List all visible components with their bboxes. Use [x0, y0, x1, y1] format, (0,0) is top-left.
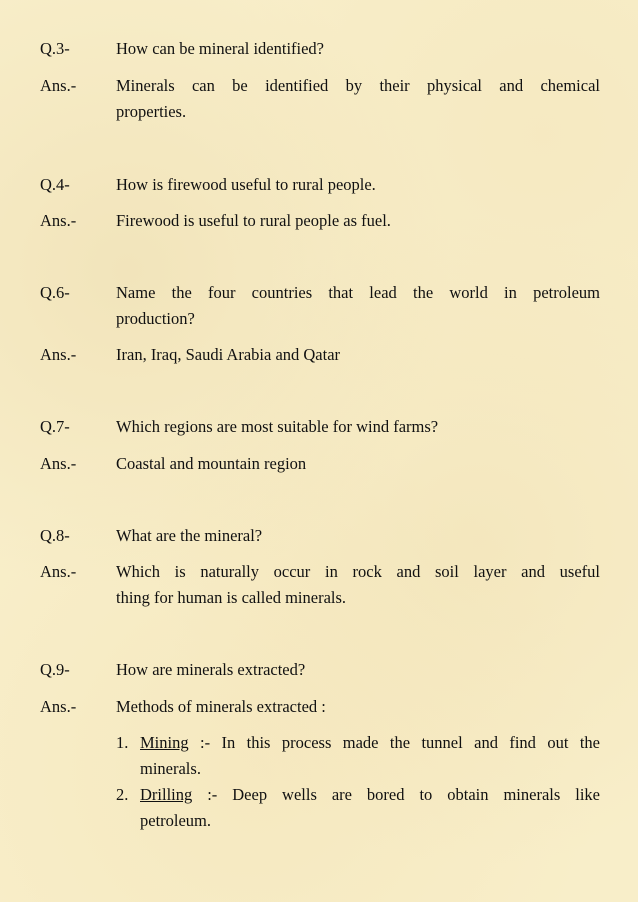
list-number: 1. — [116, 733, 129, 752]
question-text-line: Name the four countries that lead the world in petroleum — [116, 283, 600, 302]
answer-text: Coastal and mountain region — [116, 454, 307, 473]
question-label: Q.4- — [40, 175, 70, 194]
answer-text: Iran, Iraq, Saudi Arabia and Qatar — [116, 345, 341, 364]
method-term: Drilling — [140, 785, 193, 804]
answer-text: Methods of minerals extracted : — [116, 697, 326, 716]
answer-text-line: Which is naturally occur in rock and soil layer and useful — [116, 562, 600, 581]
list-number: 2. — [116, 785, 129, 804]
method-term: Mining — [140, 733, 189, 752]
answer-label: Ans.- — [40, 345, 77, 364]
method-description-line: minerals. — [140, 759, 201, 778]
method-description-line: :- Deep wells are bored to obtain minerals like — [207, 785, 600, 804]
question-label: Q.3- — [40, 39, 70, 58]
answer-text-line: properties. — [116, 102, 187, 121]
method-description-line: petroleum. — [140, 811, 212, 830]
question-text-line: production? — [116, 309, 195, 328]
answer-text: Firewood is useful to rural people as fuel. — [116, 211, 391, 230]
question-text: How are minerals extracted? — [116, 660, 306, 679]
question-label: Q.6- — [40, 283, 70, 302]
question-text: What are the mineral? — [116, 526, 263, 545]
answer-text-line: thing for human is called minerals. — [116, 588, 347, 607]
answer-label: Ans.- — [40, 697, 77, 716]
method-description-line: :- In this process made the tunnel and find out the — [200, 733, 600, 752]
question-text: Which regions are most suitable for wind farms? — [116, 417, 439, 436]
answer-text-line: Minerals can be identified by their physical and chemical — [116, 76, 600, 95]
question-label: Q.8- — [40, 526, 70, 545]
answer-label: Ans.- — [40, 76, 77, 95]
question-label: Q.9- — [40, 660, 70, 679]
question-text: How can be mineral identified? — [116, 39, 324, 58]
question-text: How is firewood useful to rural people. — [116, 175, 376, 194]
answer-label: Ans.- — [40, 562, 77, 581]
answer-label: Ans.- — [40, 454, 77, 473]
question-label: Q.7- — [40, 417, 70, 436]
answer-label: Ans.- — [40, 211, 77, 230]
